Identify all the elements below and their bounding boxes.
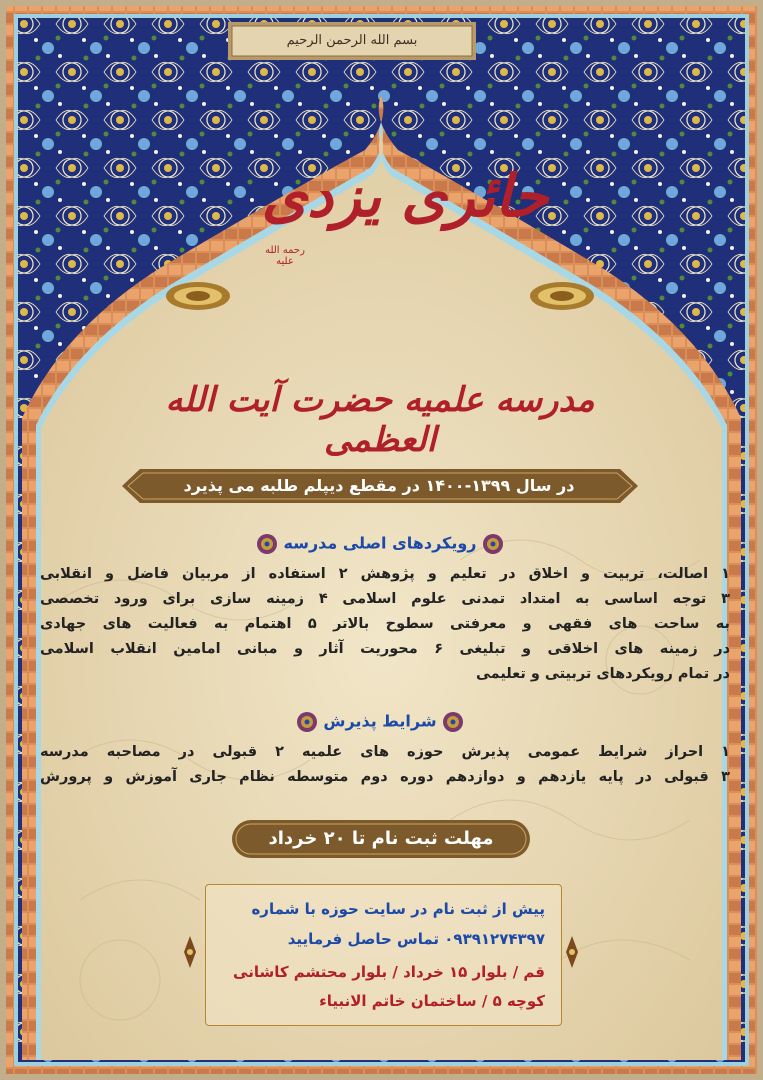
basmala: بسم الله الرحمن الرحیم (286, 33, 418, 48)
rosette-icon (482, 533, 504, 555)
conditions-list (40, 740, 730, 790)
ornament-right (530, 282, 594, 310)
address-line-2: کوچه ۵ / ساختمان خاتم الانبیاء (319, 992, 545, 1010)
rosette-icon (256, 533, 278, 555)
approach-line: ۱ اصالت، تربیت و اخلاق در تعلیم و پژوهش ۲ استفاده از مربیان فاضل و انقلابی (40, 566, 730, 582)
ornament-left (166, 282, 230, 310)
approaches-list (40, 562, 730, 687)
approach-line: ۳ توجه اساسی به امتداد تمدنی علوم اسلامی ۴ زمینه سازی برای ورود تخصصی (40, 591, 731, 607)
condition-line: ۳ قبولی در پایه یازدهم و دوازدهم دوره دوم متوسطه نظام جاری آموزش و پرورش (40, 769, 730, 785)
condition-line: ۱ احراز شرایط عمومی پذیرش حوزه های علمیه ۲ قبولی در مصاحبه مدرسه (40, 744, 730, 760)
address-line-1: قم / بلوار ۱۵ خرداد / بلوار محتشم کاشانی (233, 963, 545, 981)
admission-banner: در سال ۱۳۹۹-۱۴۰۰ در مقطع دیپلم طلبه می پذیرد (183, 476, 575, 495)
registration-deadline: مهلت ثبت نام تا ۲۰ خرداد (268, 828, 494, 849)
approaches-heading-text: رویکردهای اصلی مدرسه (283, 533, 477, 553)
approaches-heading (230, 533, 530, 555)
approach-line: در تمام رویکردهای تربیتی و تعلیمی (475, 666, 730, 682)
approach-line: در زمینه های اخلاقی و تبلیغی ۶ محوریت آثار و مبانی امامین انقلاب اسلامی (40, 641, 731, 657)
school-title: مدرسه علمیه حضرت آیت الله العظمی (165, 380, 595, 460)
conditions-heading (230, 711, 530, 733)
title-honorific: رحمه الله علیه (265, 245, 305, 267)
rosette-icon (442, 711, 464, 733)
contact-phone[interactable]: ۰۹۳۹۱۲۷۴۳۹۷ تماس حاصل فرمایید (287, 930, 545, 948)
contact-instruction: پیش از ثبت نام در سایت حوزه با شماره (251, 900, 545, 918)
approach-line: به ساحت های فقهی و معرفتی سطوح بالاتر ۵ اهتمام به فعالیت های جهادی (40, 616, 730, 632)
rosette-icon (296, 711, 318, 733)
conditions-heading-text: شرایط پذیرش (323, 711, 437, 731)
title-name: حائری یزدی (261, 162, 549, 230)
